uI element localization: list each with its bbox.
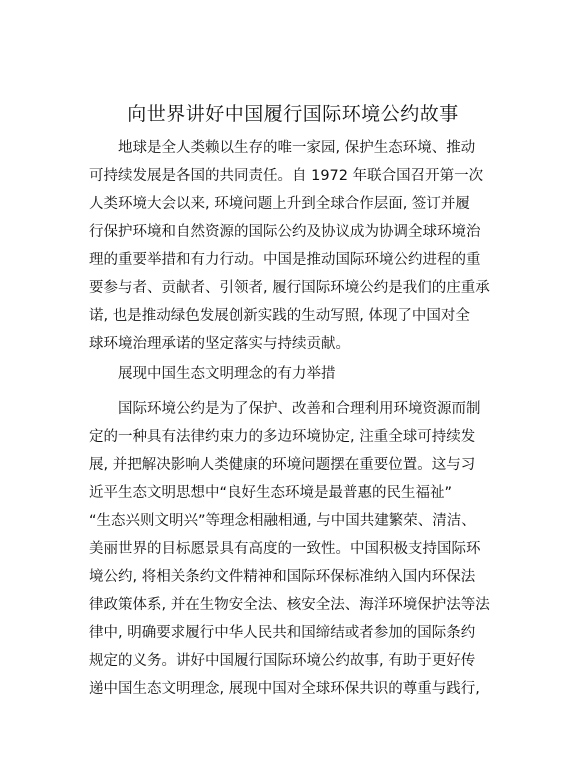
document-title: 向世界讲好中国履行国际环境公约故事 (127, 103, 459, 125)
paragraph-1-line-6: 要参与者、贡献者、引领者, 履行国际环境公约是我们的庄重承 (89, 280, 490, 296)
paragraph-1-line-1: 地球是全人类赖以生存的唯一家园, 保护生态环境、推动 (118, 140, 476, 156)
paragraph-2-line-3: 展, 并把解决影响人类健康的环境问题摆在重要位置。这与习 (89, 457, 476, 473)
paragraph-2-line-11: 递中国生态文明理念, 展现中国对全球环保共识的尊重与践行, (89, 681, 480, 697)
paragraph-2-line-2: 定的一种具有法律约束力的多边环境协定, 注重全球可持续发 (89, 429, 476, 445)
paragraph-2-line-5: “生态兴则文明兴”等理念相融相通, 与中国共建繁荣、清洁、 (89, 513, 476, 529)
paragraph-2-line-9: 律中, 明确要求履行中华人民共和国缔结或者参加的国际条约 (89, 625, 476, 641)
section-subheading: 展现中国生态文明理念的有力举措 (118, 366, 336, 382)
paragraph-2-line-6: 美丽世界的目标愿景具有高度的一致性。中国积极支持国际环 (89, 541, 481, 557)
paragraph-2-line-7: 境公约, 将相关条约文件精神和国际环保标准纳入国内环保法 (89, 569, 476, 585)
paragraph-1-line-3: 人类环境大会以来, 环境问题上升到全球合作层面, 签订并履 (89, 196, 470, 212)
paragraph-1-line-8: 球环境治理承诺的坚定落实与持续贡献。 (89, 336, 350, 352)
paragraph-1-line-2: 可持续发展是各国的共同责任。自 1972 年联合国召开第一次 (89, 168, 484, 184)
paragraph-2-line-4: 近平生态文明思想中“良好生态环境是最普惠的民生福祉” (89, 485, 453, 501)
paragraph-1-line-7: 诺, 也是推动绿色发展创新实践的生动写照, 体现了中国对全 (89, 308, 470, 324)
paragraph-2-line-10: 规定的义务。讲好中国履行国际环境公约故事, 有助于更好传 (89, 653, 476, 669)
paragraph-2-line-1: 国际环境公约是为了保护、改善和合理利用环境资源而制 (118, 401, 481, 417)
paragraph-1-line-4: 行保护环境和自然资源的国际公约及协议成为协调全球环境治 (89, 224, 481, 240)
paragraph-1-line-5: 理的重要举措和有力行动。中国是推动国际环境公约进程的重 (89, 252, 481, 268)
paragraph-2-line-8: 律政策体系, 并在生物安全法、核安全法、海洋环境保护法等法 (89, 597, 490, 613)
